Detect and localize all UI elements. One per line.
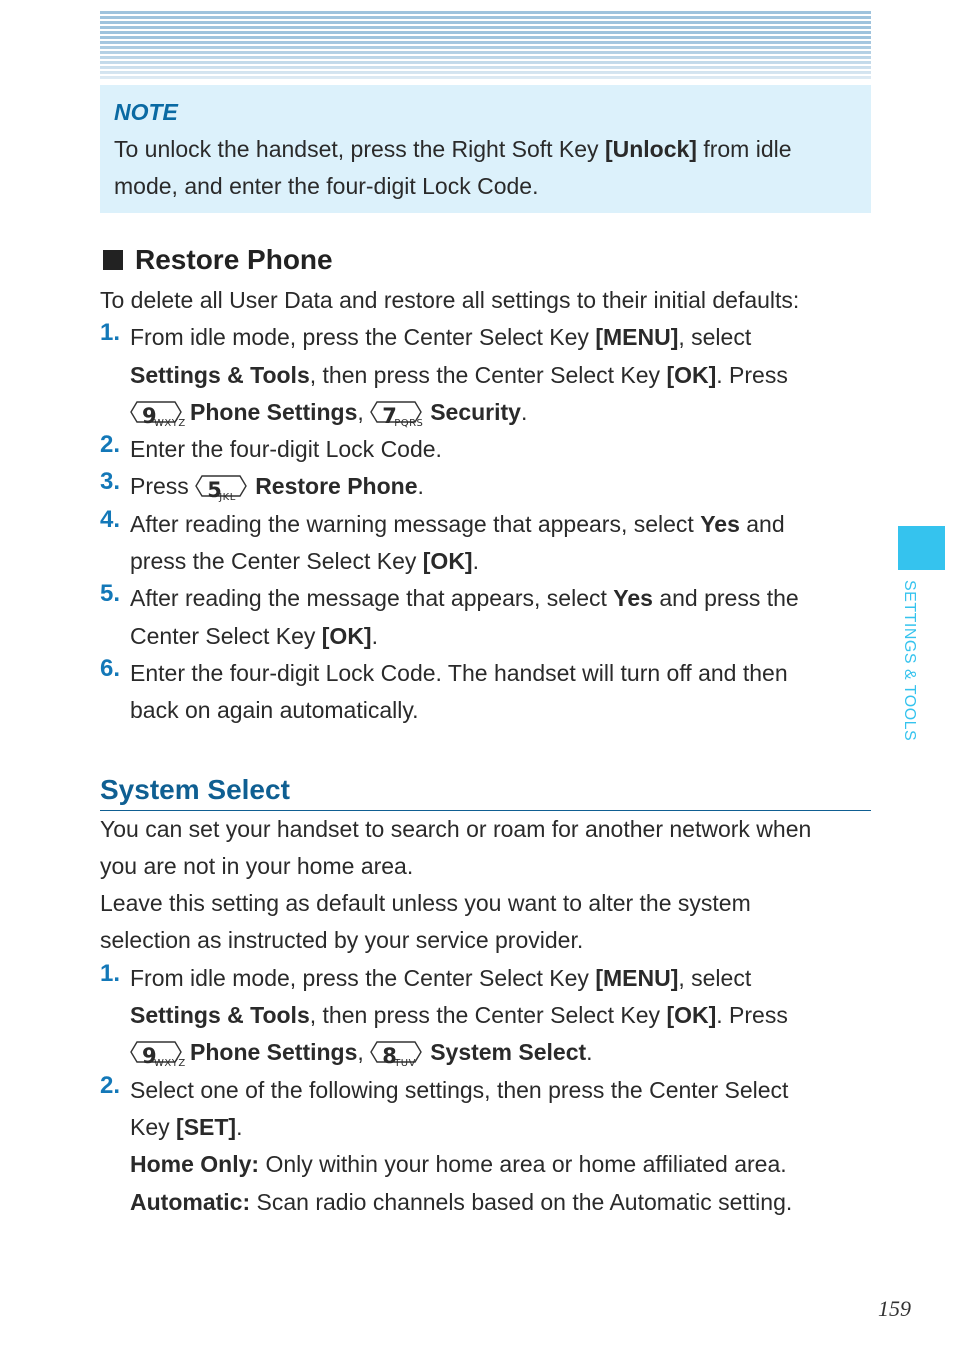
page-number: 159 [878,1296,911,1321]
key-label: [MENU] [595,964,679,991]
para-text: you are not in your home area. [100,852,414,879]
option-label: Yes [613,585,653,612]
restore-intro: To delete all User Data and restore all settings to their initial defaults: [100,287,800,313]
menu-label: Restore Phone [255,473,418,500]
system-step-1 [100,960,871,1072]
main-content [100,238,871,1221]
system-para-2 [100,885,871,960]
step-number: 1. [100,319,121,347]
step-text: . [472,548,479,575]
key-digit: 9 [142,1044,157,1069]
system-para-1 [100,811,871,886]
note-text: mode, and enter the four-digit Lock Code. [114,173,539,199]
step-text: . [371,622,378,649]
step-text: Center Select Key [130,622,322,649]
restore-step-2 [100,431,871,468]
restore-step-6 [100,655,871,730]
key-label: [OK] [666,361,717,388]
step-text: . [417,473,424,500]
step-text: Press [130,473,196,500]
step-text: , select [678,324,752,351]
square-bullet-icon [103,250,123,270]
step-text: , then press the Center Select Key [309,361,667,388]
key-digit: 9 [142,403,157,428]
menu-label: Phone Settings [190,398,358,425]
key-digit: 8 [382,1044,397,1069]
step-text: Select one of the following settings, then press the Center Select [130,1076,789,1103]
menu-label: Settings & Tools [130,361,310,388]
key-label: [OK] [321,622,372,649]
note-body [114,131,857,205]
step-text: Enter the four-digit Lock Code. The handset will turn off and then [130,659,788,686]
system-select-heading: System Select [100,770,871,811]
step-text: From idle mode, press the Center Select Key [130,964,596,991]
key-letters: TUV [394,1058,416,1070]
keypad-7-icon [370,400,424,429]
step-number: 3. [100,468,121,496]
para-text: You can set your handset to search or roam for another network when [100,815,812,842]
step-text: . [520,398,528,425]
step-text: and [739,510,785,537]
key-label: [OK] [666,1002,717,1029]
step-text: , [357,1039,371,1066]
key-label: [SET] [176,1113,237,1140]
step-text: back on again automatically. [130,697,419,724]
step-number: 1. [100,959,121,987]
restore-phone-title: Restore Phone [135,244,333,275]
option-text: Scan radio channels based on the Automatic setting. [250,1188,793,1215]
restore-step-1 [100,319,871,431]
step-number: 2. [100,1071,121,1099]
step-number: 5. [100,580,121,608]
menu-label: Settings & Tools [130,1002,310,1029]
step-text: Key [130,1113,177,1140]
step-text: Enter the four-digit Lock Code. [130,436,442,463]
step-text: After reading the message that appears, select [130,585,614,612]
note-text: from idle [696,136,792,162]
step-text: , then press the Center Select Key [309,1002,667,1029]
note-title: NOTE [114,99,178,125]
keypad-9-icon [130,1040,186,1070]
option-automatic-label: Automatic: [130,1188,251,1215]
menu-label: Phone Settings [190,1039,358,1066]
note-key-label: [Unlock] [604,136,697,162]
option-label: Yes [700,510,740,537]
step-text: . [586,1039,593,1066]
step-number: 4. [100,505,121,533]
para-text: selection as instructed by your service provider. [100,927,584,954]
step-text: press the Center Select Key [130,548,423,575]
key-label: [MENU] [595,324,679,351]
key-digit: 7 [382,403,397,428]
step-text: . [236,1113,243,1140]
header-stripes [100,11,871,79]
section-side-label: SETTINGS & TOOLS [901,580,918,742]
step-text: , [357,398,371,425]
key-digit: 5 [207,478,222,503]
key-letters: WXYZ [154,417,186,429]
menu-label: Security [430,398,521,425]
section-tab-marker [898,526,945,570]
keypad-9-icon [130,400,186,429]
step-text: . Press [716,361,788,388]
key-label: [OK] [422,548,473,575]
step-number: 6. [100,654,121,682]
step-text: , select [678,964,752,991]
step-text: . Press [716,1002,788,1029]
menu-label: System Select [430,1039,587,1066]
option-home-only-label: Home Only: [130,1151,260,1178]
restore-step-3 [100,468,871,505]
step-text: From idle mode, press the Center Select Key [130,324,596,351]
keypad-5-icon [195,474,247,504]
option-text: Only within your home area or home affiliated area. [259,1151,787,1178]
restore-step-4 [100,506,871,581]
restore-step-5 [100,580,871,655]
note-box [100,85,871,213]
step-text: After reading the warning message that appears, select [130,510,701,537]
step-text: and press the [652,585,799,612]
para-text: Leave this setting as default unless you want to alter the system [100,890,751,917]
system-step-2 [100,1072,871,1221]
step-number: 2. [100,431,121,459]
keypad-8-icon [370,1040,422,1070]
note-text: To unlock the handset, press the Right Soft Key [114,136,605,162]
key-letters: JKL [219,492,236,504]
key-letters: WXYZ [154,1058,186,1070]
restore-phone-heading [100,238,871,282]
key-letters: PQRS [394,417,424,429]
